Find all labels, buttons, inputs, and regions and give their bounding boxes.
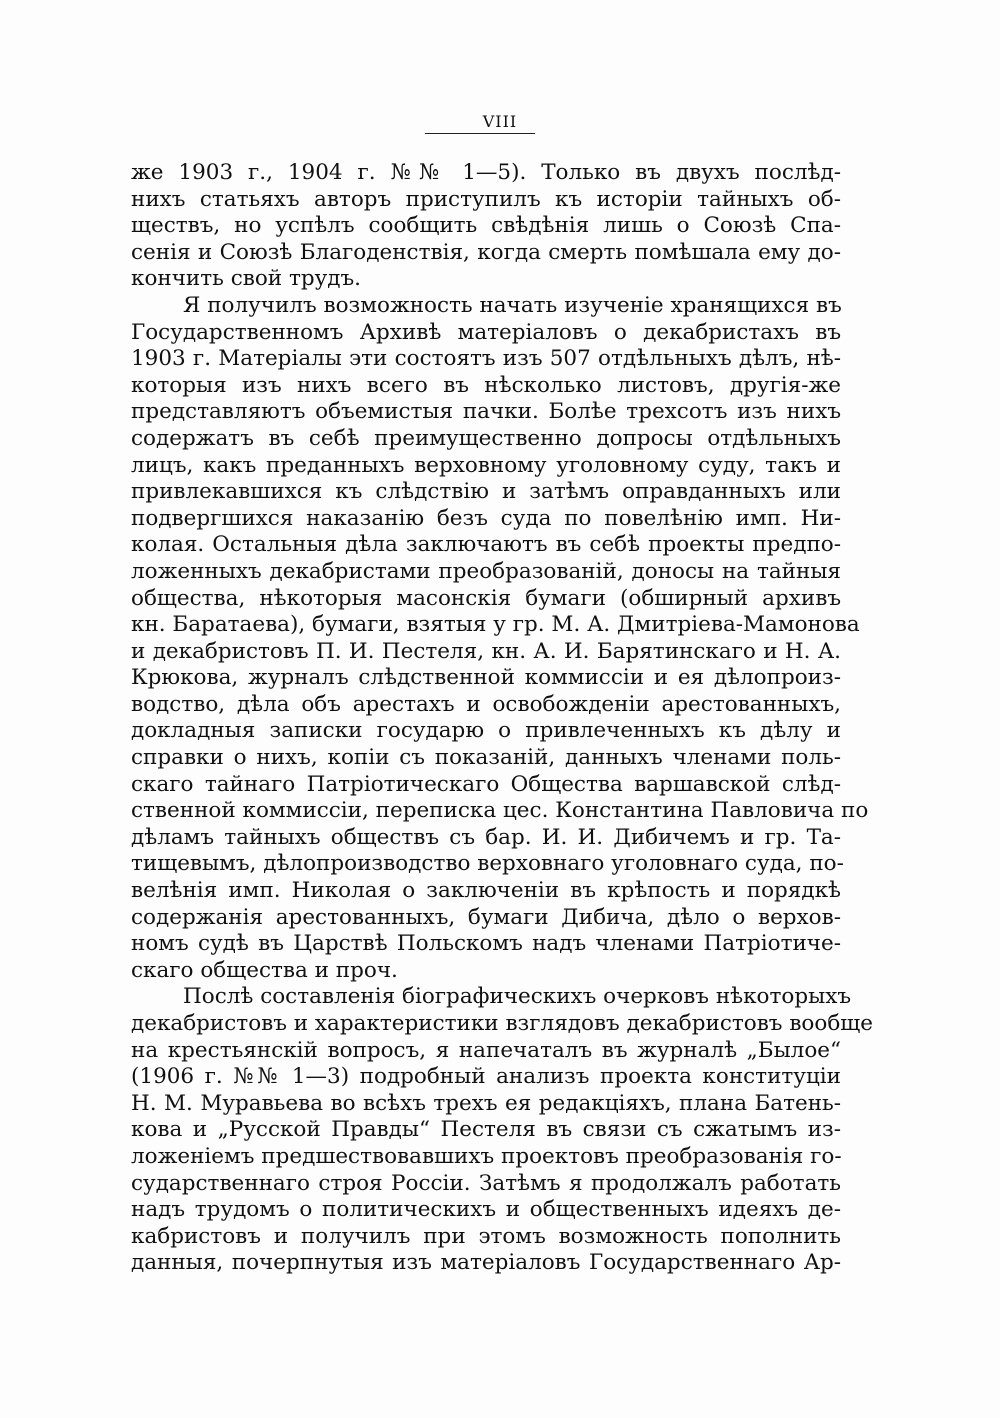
text-line: (1906 г. №№ 1—3) подробный анализъ проекта конституціи bbox=[131, 1064, 841, 1090]
text-line: тищевымъ, дѣлопроизводство верховнаго уголовнаго суда, по- bbox=[131, 851, 844, 877]
text-line: водство, дѣла объ арестахъ и освобожденіи арестованныхъ, bbox=[131, 691, 841, 717]
text-line: содержанія арестованныхъ, бумаги Дибича, дѣло о верхов- bbox=[131, 904, 841, 930]
text-line: содержатъ въ себѣ преимущественно допросы отдѣльныхъ bbox=[131, 425, 841, 451]
text-line: кончить свой трудъ. bbox=[131, 266, 362, 292]
text-line: же 1903 г., 1904 г. №№ 1—5). Только въ двухъ послѣд- bbox=[131, 160, 841, 185]
text-line: Крюкова, журналъ слѣдственной коммиссіи и ея дѣлопроиз- bbox=[131, 665, 841, 691]
text-line: скаго тайнаго Патріотическаго Общества варшавской слѣд- bbox=[131, 771, 841, 797]
text-line: Государственномъ Архивѣ матеріаловъ о декабристахъ въ bbox=[131, 319, 841, 345]
text-line: справки о нихъ, копіи съ показаній, данныхъ членами поль- bbox=[131, 745, 841, 771]
text-line: которыя изъ нихъ всего въ нѣсколько листовъ, другія-же bbox=[131, 372, 841, 398]
text-line: скаго общества и проч. bbox=[131, 957, 398, 983]
text-line: ложеніемъ предшествовавшихъ проектовъ преобразованія го- bbox=[131, 1143, 842, 1169]
text-line: колая. Остальныя дѣла заключаютъ въ себѣ проекты предпо- bbox=[131, 532, 841, 558]
text-line: Н. М. Муравьева во всѣхъ трехъ ея редакціяхъ, плана Батень- bbox=[131, 1090, 841, 1116]
text-line: лицъ, какъ преданныхъ верховному уголовному суду, такъ и bbox=[131, 452, 841, 478]
text-line: ществъ, но успѣлъ сообщить свѣдѣнія лишь о Союзѣ Спа- bbox=[131, 213, 841, 239]
text-line: привлекавшихся къ слѣдствію и затѣмъ оправданныхъ или bbox=[131, 479, 841, 505]
text-line: сенія и Союзѣ Благоденствія, когда смерть помѣшала ему до- bbox=[131, 239, 841, 265]
page-number: VIII bbox=[482, 112, 518, 131]
text-line: и декабристовъ П. И. Пестеля, кн. А. И. Барятинскаго и Н. А. bbox=[131, 638, 841, 664]
text-line: номъ судѣ въ Царствѣ Польскомъ надъ членами Патріотиче- bbox=[131, 931, 841, 957]
text-line: нихъ статьяхъ авторъ приступилъ къ исторіи тайныхъ об- bbox=[131, 186, 841, 212]
text-line: данныя, почерпнутыя изъ матеріаловъ Государственнаго Ар- bbox=[131, 1250, 841, 1276]
body-text bbox=[131, 160, 873, 1277]
text-line: подвергшихся наказанію безъ суда по повелѣнію имп. Ни- bbox=[131, 505, 841, 531]
text-line: кн. Баратаева), бумаги, взятыя у гр. М. А. Дмитріева-Мамонова bbox=[131, 612, 860, 638]
text-line: докладныя записки государю о привлеченныхъ къ дѣлу и bbox=[131, 718, 841, 744]
text-line: кабристовъ и получилъ при этомъ возможность пополнить bbox=[131, 1223, 841, 1249]
text-line: кова и „Русской Правды“ Пестеля въ связи съ сжатымъ из- bbox=[131, 1117, 841, 1143]
text-line: сударственнаго строя Россіи. Затѣмъ я продолжалъ работать bbox=[131, 1170, 841, 1196]
text-line: декабристовъ и характеристики взглядовъ декабристовъ вообще bbox=[131, 1011, 873, 1036]
text-line: ственной коммиссіи, переписка цес. Константина Павловича по bbox=[131, 798, 869, 824]
text-line: на крестьянскій вопросъ, я напечаталъ въ журналѣ „Былое“ bbox=[131, 1037, 841, 1063]
text-line: ложенныхъ декабристами преобразованій, доносы на тайныя bbox=[131, 558, 841, 584]
text-line: велѣнія имп. Николая о заключеніи въ крѣпость и порядкѣ bbox=[131, 878, 841, 904]
text-line: общества, нѣкоторыя масонскія бумаги (обширный архивъ bbox=[131, 585, 841, 611]
text-line: 1903 г. Матеріалы эти состоятъ изъ 507 отдѣльныхъ дѣлъ, нѣ- bbox=[131, 346, 841, 372]
page-number-rule bbox=[425, 133, 535, 134]
text-line: Послѣ составленія біографическихъ очерковъ нѣкоторыхъ bbox=[183, 984, 852, 1010]
text-line: надъ трудомъ о политическихъ и общественныхъ идеяхъ де- bbox=[131, 1197, 841, 1223]
text-line: Я получилъ возможность начать изученіе хранящихся въ bbox=[183, 292, 842, 318]
text-line: дѣламъ тайныхъ обществъ съ бар. И. И. Дибичемъ и гр. Та- bbox=[131, 824, 841, 850]
text-line: представляютъ объемистыя пачки. Болѣе трехсотъ изъ нихъ bbox=[131, 399, 841, 425]
